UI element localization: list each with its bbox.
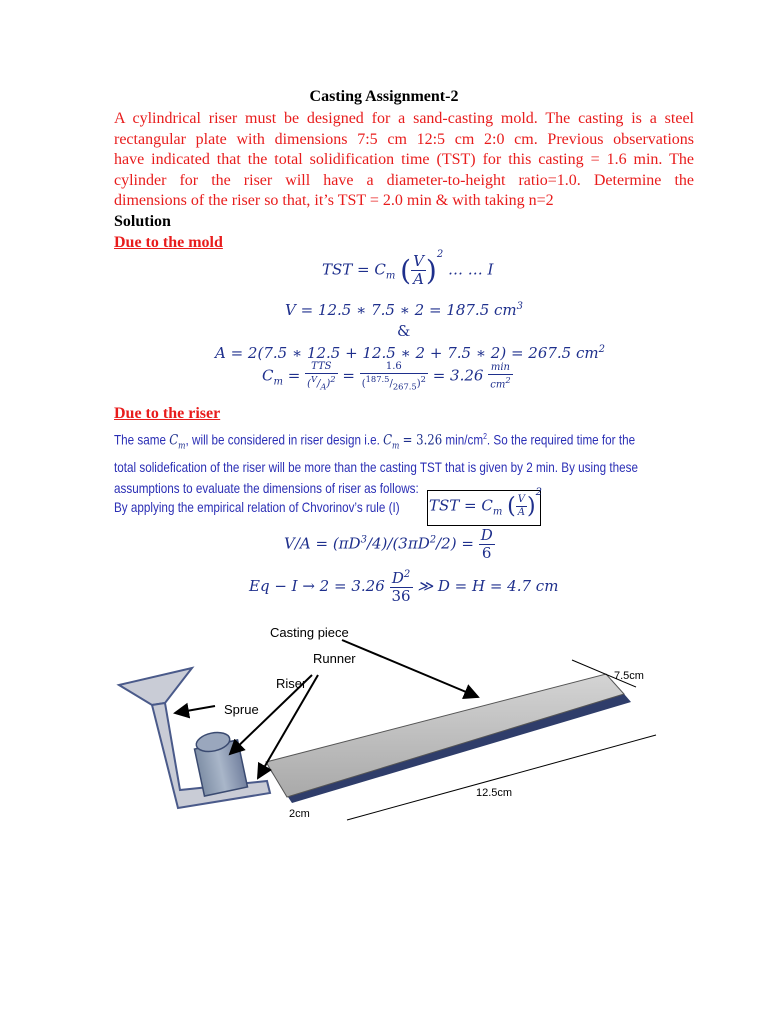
eq1-den: A <box>413 270 424 288</box>
problem-line: A cylindrical riser must be designed for a sand-casting mold. The casting is a steel <box>114 110 694 127</box>
solution-label: Solution <box>114 213 171 230</box>
eq1-sub: m <box>385 270 396 282</box>
eq6-rhs: ≫ D = H = 4.7 cm <box>417 577 559 595</box>
eq4-result: = 3.26 <box>432 366 484 385</box>
eq2-text: V = 12.5 ∗ 7.5 ∗ 2 = 187.5 cm <box>285 301 517 319</box>
eq4-sub: m <box>273 376 283 388</box>
eq4-den2a: 187.5 <box>365 374 390 384</box>
chv-den: A <box>517 507 525 518</box>
equation-result <box>249 570 558 604</box>
riser-cm-2: C <box>383 432 393 449</box>
eq1-lhs: TST = C <box>322 260 386 279</box>
eq4-lhs: C <box>262 366 274 385</box>
equation-cm: $C_m$ = $\frac{\text{TTS}}{(^V/_A)^2}$ = $\frac{1.6}{(^{187.5}/_{267.5})^2}$ = 3.26 $\frac{\min}{cm^2}$ <box>262 361 511 392</box>
eq4-den2exp: 2 <box>420 374 426 384</box>
chvorinov-text: By applying the empirical relation of Chvorinov’s rule (I) <box>114 500 400 515</box>
equation-volume <box>285 301 523 319</box>
riser-line-1 <box>114 426 636 457</box>
label-sprue: Sprue <box>224 702 259 717</box>
riser-line1-b: , will be considered in riser design i.e. <box>185 432 384 448</box>
eq4-den1a: V <box>310 374 317 384</box>
label-dim-length: 12.5cm <box>476 787 513 799</box>
label-casting-piece: Casting piece <box>270 625 349 640</box>
mold-heading: Due to the mold <box>114 234 223 251</box>
eq1-tail: … … I <box>448 260 494 279</box>
riser-line1-a: The same <box>114 432 170 448</box>
arrow-casting-piece <box>342 640 478 697</box>
label-dim-width: 7.5cm <box>614 670 644 682</box>
casting-plate <box>266 674 631 803</box>
eq5-e1: 3 <box>360 534 367 546</box>
riser-cm-sub-2: m <box>392 441 400 452</box>
eq4-den1b: A <box>320 381 327 392</box>
eq3-exp: 2 <box>598 344 605 355</box>
riser-line-3: assumptions to evaluate the dimensions of riser as follows: <box>114 481 419 497</box>
eq1-exp: 2 <box>436 248 444 260</box>
riser-line-2: total solidefication of the riser will be more than the casting TST that is given by 2 min. By using these <box>114 460 638 476</box>
eq4-unit-den: cm <box>490 378 506 390</box>
chv-num: V <box>517 494 525 505</box>
eq5-e2: 2 <box>429 534 437 546</box>
problem-line: cylinder for the riser will have a diameter-to-height ratio=1.0. Determine the <box>114 171 694 189</box>
eq6-num: D <box>391 569 404 587</box>
eq4-den2b: 267.5 <box>392 381 417 392</box>
riser-line1-exp: 2 <box>483 432 487 441</box>
chv-exp: 2 <box>535 486 542 498</box>
eq5-lhs: V/A = (πD <box>284 534 361 553</box>
eq6-num-exp: 2 <box>403 569 411 580</box>
casting-diagram <box>0 610 768 850</box>
eq4-num2: 1.6 <box>360 362 428 374</box>
eq6-den: 36 <box>391 587 411 605</box>
eq4-num1: TTS <box>305 362 338 374</box>
eq4-unit-exp: 2 <box>505 374 511 385</box>
equation-amp: & <box>397 322 411 340</box>
chv-lhs: TST = C <box>429 496 493 515</box>
eq5-den: 6 <box>481 544 492 562</box>
chv-sub: m <box>492 506 503 518</box>
problem-line: have indicated that the total solidification time (TST) for this casting = 1.6 min. The <box>114 151 694 169</box>
problem-line: dimensions of the riser so that, it’s TST = 2.0 min & with taking n=2 <box>114 192 554 210</box>
label-runner: Runner <box>313 651 356 666</box>
label-dim-thickness: 2cm <box>289 808 310 820</box>
riser-cm-val: = 3.26 <box>402 432 443 449</box>
riser-line1-c: min/cm <box>442 432 484 448</box>
riser-line1-d: . So the required time for the <box>486 432 636 448</box>
eq5-mid: /4)/(3πD <box>366 534 430 553</box>
riser-cylinder <box>194 730 247 796</box>
problem-statement <box>114 109 694 212</box>
eq6-lhs: Eq − I → 2 = 3.26 <box>249 577 385 595</box>
eq2-exp: 3 <box>516 301 524 312</box>
label-riser: Riser <box>276 676 307 691</box>
riser-heading: Due to the riser <box>114 405 221 422</box>
equation-area <box>215 344 605 362</box>
eq4-den1exp: 2 <box>330 374 336 384</box>
eq1-num: V <box>413 252 424 270</box>
riser-cm: C <box>169 432 179 449</box>
page-title: Casting Assignment-2 <box>309 88 459 105</box>
chvorinov-equation: TST = $C_m$ ( $\frac{V}{A}$ )$^2$ <box>429 486 542 519</box>
eq4-unit-num: min <box>488 363 512 375</box>
equation-v-over-a <box>284 528 495 561</box>
arrow-sprue <box>175 706 215 713</box>
eq3-text: A = 2(7.5 ∗ 12.5 + 12.5 ∗ 2 + 7.5 ∗ 2) = 267.5 cm <box>215 344 599 362</box>
problem-line: rectangular plate with dimensions 7:5 cm 12:5 cm 2:0 cm. Previous observations <box>114 130 694 148</box>
riser-cm-sub: m <box>178 441 186 452</box>
eq5-rhs: /2) = <box>436 534 474 553</box>
equation-tst: TST = $C_m$ ( $\frac{V}{A}$ )$^2$ … … I <box>322 248 494 288</box>
eq5-num: D <box>480 526 493 544</box>
